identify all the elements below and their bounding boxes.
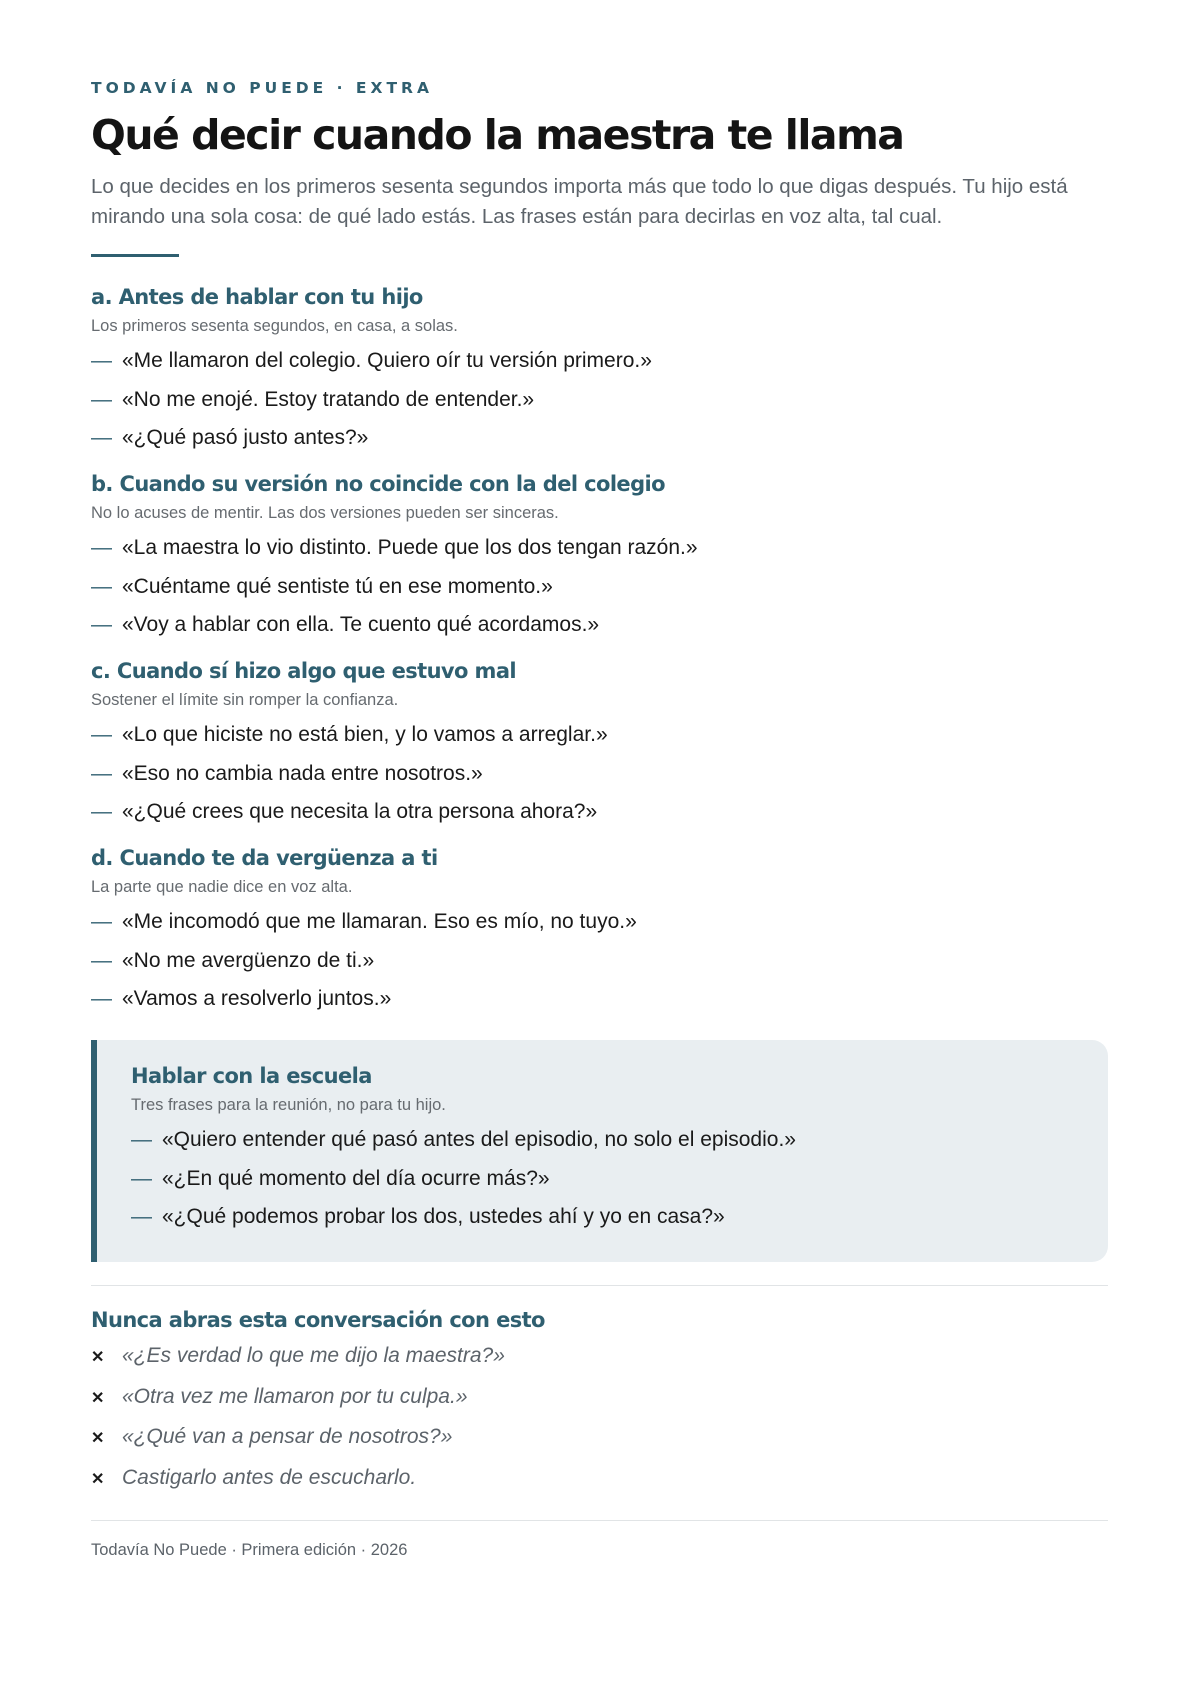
phrase-text: «¿Qué pasó justo antes?» [122,426,369,449]
phrase-text: «No me avergüenzo de ti.» [122,948,375,972]
dash-icon: — [131,1128,152,1151]
footer-divider [91,1520,1108,1521]
never-text: «¿Qué van a pensar de nosotros?» [122,1425,453,1448]
x-icon: ✕ [91,1389,105,1407]
phrase-item [91,534,1108,562]
never-text: «Otra vez me llamaron por tu culpa.» [122,1384,468,1408]
phrase-text: «Voy a hablar con ella. Te cuento qué acordamos.» [122,613,600,636]
dash-icon: — [91,574,112,598]
section-a [91,283,1108,452]
callout-heading: Hablar con la escuela [131,1064,372,1088]
phrase-item [131,1203,1082,1231]
page-title: Qué decir cuando la maestra te llama [91,111,904,159]
section-divider [91,1285,1108,1286]
phrase-text: «Quiero entender qué pasó antes del episodio, no solo el episodio.» [162,1128,796,1151]
never-list [91,1342,1108,1494]
phrase-item [91,985,1108,1013]
phrase-item [91,386,1108,414]
phrase-item [91,908,1108,936]
x-icon: ✕ [91,1470,105,1488]
phrase-text: «¿Qué podemos probar los dos, ustedes ahí y yo en casa?» [162,1205,725,1228]
never-text: «¿Es verdad lo que me dijo la maestra?» [122,1344,505,1367]
phrase-item [91,611,1108,639]
section-c [91,657,1108,826]
section-b [91,470,1108,639]
section-subtitle: La parte que nadie dice en voz alta. [91,878,353,896]
section-heading: c. Cuando sí hizo algo que estuvo mal [91,659,516,683]
dash-icon: — [91,426,112,449]
dash-icon: — [91,987,112,1010]
dash-icon: — [91,761,112,785]
never-text: Castigarlo antes de escucharlo. [122,1465,417,1489]
x-icon: ✕ [91,1349,105,1366]
phrase-item [91,798,1108,826]
phrase-text: «La maestra lo vio distinto. Puede que los dos tengan razón.» [122,536,698,559]
phrase-item [131,1126,1082,1154]
phrase-item [91,760,1108,788]
dash-icon: — [131,1166,152,1190]
phrase-text: «¿Qué crees que necesita la otra persona ahora?» [122,800,598,823]
dash-icon: — [91,613,112,636]
phrase-text: «Cuéntame qué sentiste tú en ese momento.» [122,574,553,598]
phrase-item [91,947,1108,975]
eyebrow-label: TODAVÍA NO PUEDE · EXTRA [91,79,433,97]
x-icon: ✕ [91,1430,105,1447]
phrase-text: «Vamos a resolverlo juntos.» [122,987,392,1010]
never-item [91,1464,1108,1494]
phrase-text: «Lo que hiciste no está bien, y lo vamos a arreglar.» [122,723,608,746]
phrase-list [91,908,1108,1013]
phrase-text: «Eso no cambia nada entre nosotros.» [122,761,483,785]
section-d [91,844,1108,1013]
footer-text: Todavía No Puede · Primera edición · 2026 [91,1540,408,1559]
dash-icon: — [91,800,112,823]
phrase-item [91,573,1108,601]
phrase-text: «¿En qué momento del día ocurre más?» [162,1166,550,1190]
never-item [91,1342,1108,1372]
section-subtitle: Sostener el límite sin romper la confianza. [91,691,399,709]
phrase-item [131,1165,1082,1193]
phrase-text: «No me enojé. Estoy tratando de entender.» [122,387,535,411]
section-heading: b. Cuando su versión no coincide con la del colegio [91,472,665,496]
phrase-text: «Me llamaron del colegio. Quiero oír tu versión primero.» [122,349,652,372]
document-page [91,78,1108,1561]
dash-icon: — [91,948,112,972]
dash-icon: — [131,1205,152,1228]
phrase-list [91,534,1108,639]
callout-subtitle: Tres frases para la reunión, no para tu hijo. [131,1096,446,1114]
phrase-item [91,347,1108,375]
section-subtitle: No lo acuses de mentir. Las dos versiones pueden ser sinceras. [91,504,559,522]
dash-icon: — [91,910,112,933]
phrase-item [91,721,1108,749]
never-heading: Nunca abras esta conversación con esto [91,1308,545,1332]
intro-paragraph: Lo que decides en los primeros sesenta segundos importa más que todo lo que digas después. Tu hijo está mirando una sola cosa: de qué lado estás. Las frases están para decirlas en voz alta, tal cual. [91,175,1068,228]
never-item [91,1423,1108,1453]
dash-icon: — [91,349,112,372]
dash-icon: — [91,387,112,411]
phrase-list [91,347,1108,452]
section-subtitle: Los primeros sesenta segundos, en casa, a solas. [91,317,458,335]
section-heading: d. Cuando te da vergüenza a ti [91,846,438,870]
section-heading: a. Antes de hablar con tu hijo [91,285,423,309]
phrase-list [91,721,1108,826]
phrase-item [91,424,1108,452]
school-callout-box [91,1040,1108,1262]
dash-icon: — [91,723,112,746]
phrase-text: «Me incomodó que me llamaran. Eso es mío, no tuyo.» [122,910,637,933]
phrase-list [131,1126,1082,1231]
dash-icon: — [91,536,112,559]
accent-rule [91,254,179,257]
never-item [91,1383,1108,1413]
